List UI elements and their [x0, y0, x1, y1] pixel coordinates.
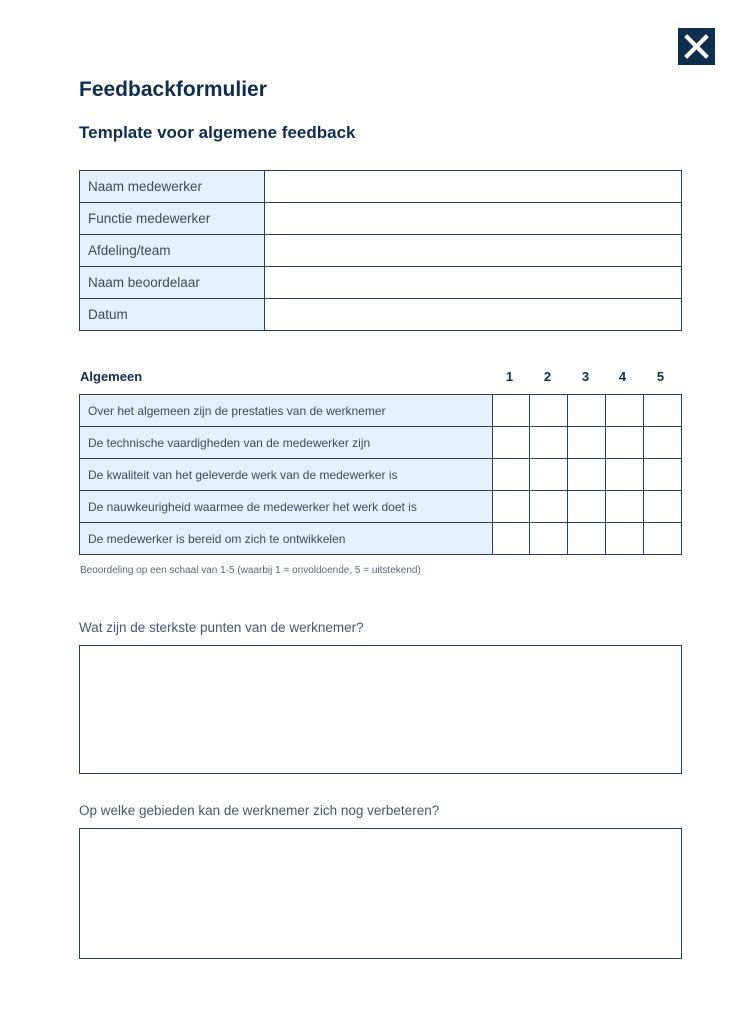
rating-box-4[interactable] — [606, 459, 644, 491]
table-row — [80, 299, 682, 331]
rating-box-2[interactable] — [530, 459, 568, 491]
rating-box-2[interactable] — [530, 427, 568, 459]
rating-box-5[interactable] — [644, 459, 682, 491]
rating-question: De nauwkeurigheid waarmee de medewerker het werk doet is — [80, 491, 493, 523]
employee-name-field[interactable] — [265, 171, 682, 203]
rating-question: De kwaliteit van het geleverde werk van de medewerker is — [80, 459, 493, 491]
rating-box-1[interactable] — [492, 395, 530, 427]
table-row — [80, 523, 682, 555]
rating-box-3[interactable] — [568, 523, 606, 555]
scale-label-4: 4 — [618, 369, 627, 384]
strengths-question: Wat zijn de sterkste punten van de werknemer? — [79, 620, 364, 635]
rating-box-5[interactable] — [644, 523, 682, 555]
table-row — [80, 459, 682, 491]
employee-function-field[interactable] — [265, 203, 682, 235]
rating-box-3[interactable] — [568, 459, 606, 491]
rating-box-2[interactable] — [530, 491, 568, 523]
close-icon — [684, 34, 709, 59]
rating-box-3[interactable] — [568, 491, 606, 523]
rating-box-4[interactable] — [606, 395, 644, 427]
rating-question: Over het algemeen zijn de prestaties van de werknemer — [80, 395, 493, 427]
table-row — [80, 267, 682, 299]
scale-label-2: 2 — [543, 369, 552, 384]
improvements-answer-box[interactable] — [79, 828, 682, 959]
date-field[interactable] — [265, 299, 682, 331]
table-row — [80, 203, 682, 235]
field-label: Datum — [80, 299, 265, 331]
rating-scale-note: Beoordeling op een schaal van 1-5 (waarbij 1 = onvoldoende, 5 = uitstekend) — [80, 565, 421, 576]
employee-info-table — [79, 170, 682, 331]
rating-question: De medewerker is bereid om zich te ontwikkelen — [80, 523, 493, 555]
close-button[interactable] — [678, 28, 715, 65]
rating-box-5[interactable] — [644, 395, 682, 427]
field-label: Functie medewerker — [80, 203, 265, 235]
rating-box-1[interactable] — [492, 427, 530, 459]
strengths-answer-box[interactable] — [79, 645, 682, 774]
scale-label-5: 5 — [656, 369, 665, 384]
table-row — [80, 395, 682, 427]
rating-box-4[interactable] — [606, 427, 644, 459]
department-field[interactable] — [265, 235, 682, 267]
table-row — [80, 235, 682, 267]
improvements-question: Op welke gebieden kan de werknemer zich nog verbeteren? — [79, 803, 440, 818]
page-subtitle: Template voor algemene feedback — [79, 123, 356, 142]
rating-box-2[interactable] — [530, 395, 568, 427]
rating-box-3[interactable] — [568, 395, 606, 427]
rating-box-5[interactable] — [644, 491, 682, 523]
table-row — [80, 491, 682, 523]
rating-box-1[interactable] — [492, 491, 530, 523]
rating-box-5[interactable] — [644, 427, 682, 459]
page-title: Feedbackformulier — [79, 78, 267, 101]
rating-box-2[interactable] — [530, 523, 568, 555]
rating-box-1[interactable] — [492, 523, 530, 555]
rating-table — [79, 394, 682, 555]
reviewer-name-field[interactable] — [265, 267, 682, 299]
scale-label-3: 3 — [581, 369, 590, 384]
scale-label-1: 1 — [505, 369, 514, 384]
table-row — [80, 427, 682, 459]
rating-box-4[interactable] — [606, 523, 644, 555]
field-label: Naam beoordelaar — [80, 267, 265, 299]
rating-section-heading: Algemeen — [80, 369, 143, 384]
rating-box-1[interactable] — [492, 459, 530, 491]
field-label: Naam medewerker — [80, 171, 265, 203]
rating-header — [79, 369, 682, 387]
field-label: Afdeling/team — [80, 235, 265, 267]
table-row — [80, 171, 682, 203]
rating-box-4[interactable] — [606, 491, 644, 523]
rating-question: De technische vaardigheden van de medewerker zijn — [80, 427, 493, 459]
rating-box-3[interactable] — [568, 427, 606, 459]
